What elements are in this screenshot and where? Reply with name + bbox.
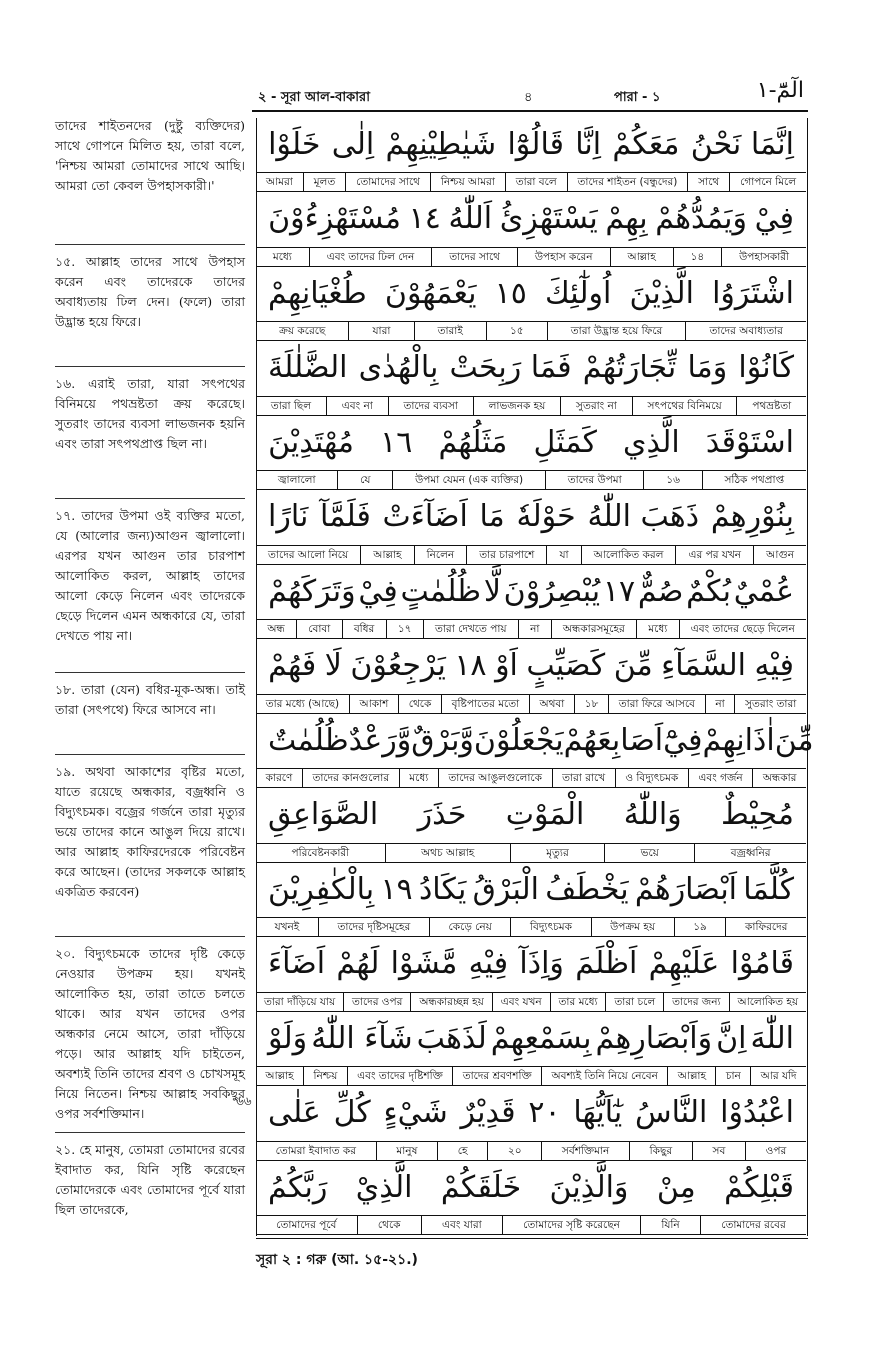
bengali-gloss-line bbox=[256, 843, 806, 863]
gloss-cell: তারা ছিল bbox=[270, 399, 312, 412]
arabic-line bbox=[256, 1161, 806, 1213]
gloss-cell: উপমা যেমন (এক ব্যক্তির) bbox=[392, 471, 545, 489]
gloss-cell: অথবা bbox=[529, 695, 574, 713]
commentary-paragraph: ১৬. এরাই তারা, যারা সৎপথের বিনিময়ে পথভ্রষ্টতা ক্রয় করেছে। সুতরাং তাদের ব্যবসা লাভজনক হয়নি এবং তারা সৎপথপ্রাপ্ত ছিল না। bbox=[55, 376, 245, 451]
commentary-paragraph: ১৭. তাদের উপমা ওই ব্যক্তির মতো, যে (আলোর জন্য)আগুন জ্বালালো। এরপর যখন আগুন তার চারপাশ আলোকিত করল, আল্লাহ তাদের আলো কেড়ে নিলেন এবং তাদেরকে ছেড়ে দিলেন এমন অন্ধকারে যে, তারা দেখতে পায় না। bbox=[55, 508, 245, 643]
bengali-gloss-line bbox=[256, 396, 806, 416]
gloss-cell: থেকে bbox=[398, 695, 441, 713]
arabic-line bbox=[256, 714, 814, 766]
divider bbox=[55, 366, 245, 367]
arabic-word: مُهْتَدِيْنَ bbox=[268, 424, 354, 460]
gloss-cell: তাদের ওপর bbox=[343, 993, 410, 1011]
margin-mark: ৬৬ bbox=[236, 1094, 252, 1108]
gloss-cell: তোমরা ইবাদাত কর bbox=[275, 1144, 357, 1157]
arabic-word: مَّشَوْا bbox=[390, 946, 458, 981]
gloss-cell: যিনি bbox=[640, 1216, 700, 1234]
bengali-gloss-line bbox=[256, 1215, 806, 1235]
arabic-word: نَارًا bbox=[268, 499, 309, 534]
arabic-word: حَوْلَهٗ bbox=[516, 499, 576, 534]
arabic-word: لَهُمْ bbox=[336, 946, 380, 981]
gloss-cell: বোবা bbox=[296, 620, 342, 638]
commentary-paragraph: ১৯. অথবা আকাশের বৃষ্টির মতো, যাতে রয়েছে অন্ধকার, বজ্রধ্বনি ও বিদ্যুৎচমক। বজ্রের গর্জনে তারা মৃত্যুর ভয়ে তাদের কানে আঙুল দিয়ে রাখে। আর আল্লাহ কাফিরদেরকে পরিবেষ্টন করে আছেন। (তাদের সকলকে আল্লাহ একত্রিত করবেন) bbox=[55, 764, 245, 899]
bengali-gloss-line bbox=[256, 1141, 806, 1161]
gloss-cell: উপক্রম হয় bbox=[591, 918, 674, 936]
arabic-word: مَا bbox=[479, 499, 505, 534]
gloss-cell: ১৫ bbox=[486, 322, 547, 340]
gloss-cell: তারা দেখতে পায় bbox=[423, 620, 518, 638]
gloss-cell: ১৭ bbox=[386, 620, 423, 638]
gloss-cell: ও বিদ্যুৎচমক bbox=[615, 769, 688, 787]
arabic-word: مِنْ bbox=[656, 1169, 696, 1205]
commentary-paragraph: ২০. বিদ্যুৎচমকে তাদের দৃষ্টি কেড়ে নেওয়ার উপক্রম হয়। যখনই আলোকিত হয়, তারা তাতে চলতে থাকে। আর যখন তাদের ওপর অন্ধকার নেমে আসে, তারা দাঁড়িয়ে পড়ে। আর আল্লাহ যদি চাইতেন, অবশ্যই তিনি তাদের শ্রবণ ও চোখসমূহ নিয়ে নিতেন। নিশ্চয় আল্লাহ সবকিছুর ওপর সর্বশক্তিমান। bbox=[55, 946, 245, 1121]
arabic-word: بُكْمٌ bbox=[686, 573, 731, 609]
arabic-line bbox=[256, 491, 806, 543]
arabic-word: تِّجَارَتُهُمْ bbox=[582, 350, 677, 385]
arabic-word: فِيْ bbox=[754, 201, 794, 236]
gloss-cell: সঠিক পথপ্রাপ্ত bbox=[702, 471, 806, 489]
gloss-cell: তাদের আলো নিয়ে bbox=[268, 548, 349, 561]
arabic-word: وَّرَعْدٌ bbox=[348, 722, 412, 758]
gloss-cell: কিছুর bbox=[629, 1142, 692, 1160]
arabic-word: وَمَا bbox=[687, 350, 728, 385]
arabic-word: خَلَقَكُمْ bbox=[440, 1169, 522, 1205]
gloss-cell: যারা bbox=[348, 322, 413, 340]
bengali-gloss-line bbox=[256, 694, 806, 714]
gloss-cell: যা bbox=[546, 546, 580, 564]
arabic-word: الْبَرْقُ bbox=[472, 871, 539, 907]
arabic-line bbox=[256, 1012, 806, 1064]
arabic-word: عَلٰى bbox=[268, 1095, 321, 1130]
gloss-cell: আল্লাহ bbox=[360, 546, 413, 564]
gloss-cell: তোমাদের পূর্বে bbox=[276, 1219, 337, 1231]
arabic-word: قَالُوْٓا bbox=[507, 126, 564, 162]
gloss-cell: মৃত্যুর bbox=[510, 844, 604, 862]
arabic-line bbox=[256, 789, 806, 841]
para-label: পারা - ১ bbox=[614, 90, 661, 105]
gloss-cell: এবং যারা bbox=[421, 1216, 502, 1234]
gloss-cell: এবং তাদের ছেড়ে দিলেন bbox=[679, 620, 806, 638]
bengali-gloss-line bbox=[256, 545, 806, 565]
arabic-word: اٰذَانِهِمْ bbox=[702, 722, 775, 758]
arabic-line bbox=[256, 938, 806, 990]
gloss-cell: তারা বলে bbox=[505, 173, 567, 191]
gloss-cell: আলোকিত হয় bbox=[729, 993, 806, 1011]
arabic-word: عُمْيٌ bbox=[733, 573, 794, 609]
bengali-gloss-line bbox=[256, 619, 806, 639]
gloss-cell: আমরা bbox=[265, 176, 293, 188]
gloss-cell: মধ্যে bbox=[636, 620, 679, 638]
arabic-word: ٢٠ bbox=[528, 1095, 561, 1130]
gloss-cell: তাদের শাইতন (বন্ধুদের) bbox=[567, 173, 688, 191]
gloss-cell: ১৬ bbox=[643, 471, 701, 489]
arabic-word: فِيْهِ bbox=[754, 648, 794, 683]
commentary-paragraph: ১৮. তারা (যেন) বধির-মূক-অন্ধ। তাই তারা (সৎপথে) ফিরে আসবে না। bbox=[55, 682, 245, 717]
arabic-word: كُلَّمَا bbox=[743, 871, 794, 907]
arabic-word: يَجْعَلُوْنَ bbox=[473, 722, 564, 758]
arabic-word: اشْتَرَوُا bbox=[712, 275, 794, 311]
gloss-cell: সব bbox=[692, 1142, 745, 1160]
arabic-word: بِسَمْعِهِمْ bbox=[490, 1020, 592, 1056]
gloss-cell: তারা দাঁড়িয়ে যায় bbox=[263, 995, 336, 1008]
arabic-word: ١٦ bbox=[380, 424, 413, 460]
arabic-word: قَدِيْرٌ bbox=[460, 1095, 516, 1130]
arabic-word: الَّذِيْنَ bbox=[629, 275, 694, 311]
arabic-word: شَيٰطِيْنِهِمْ bbox=[385, 126, 497, 162]
gloss-cell: তাদের আঙুলগুলোকে bbox=[438, 769, 552, 787]
page-header bbox=[252, 78, 804, 108]
bengali-gloss-line bbox=[256, 917, 806, 937]
gloss-cell: অন্ধকারসমূহের bbox=[551, 620, 636, 638]
arabic-word: فَمَا رَبِحَتْ bbox=[449, 350, 572, 385]
bengali-gloss-line bbox=[256, 1066, 806, 1086]
arabic-word: السَّمَآءِ bbox=[661, 648, 746, 683]
arabic-line bbox=[256, 1087, 806, 1139]
arabic-word: الْمَوْتِ bbox=[505, 797, 585, 832]
gloss-cell: থেকে bbox=[357, 1216, 421, 1234]
gloss-cell: এবং তাদের ঢিল দেন bbox=[309, 248, 431, 266]
gloss-cell: ১৪ bbox=[673, 248, 722, 266]
gloss-cell: অবশ্যই তিনি নিয়ে নেবেন bbox=[541, 1067, 667, 1085]
bengali-gloss-line bbox=[256, 321, 806, 341]
divider bbox=[55, 672, 245, 673]
arabic-word: وَّبَرْقٌ bbox=[411, 722, 474, 758]
gloss-cell: অন্ধ bbox=[267, 623, 285, 635]
arabic-word: كَمَثَلِ bbox=[533, 424, 597, 460]
arabic-word: فَهُمْ bbox=[268, 648, 317, 683]
arabic-word: وَاللّٰهُ bbox=[623, 797, 682, 832]
gloss-cell: তাদের সাথে bbox=[431, 248, 517, 266]
gloss-cell: তাদের ব্যবসা bbox=[388, 397, 473, 415]
gloss-cell: তোমাদের রবের bbox=[700, 1216, 806, 1234]
arabic-word: مِّنَ bbox=[774, 722, 814, 758]
arabic-word: اسْتَوْقَدَ bbox=[705, 424, 794, 460]
gloss-cell: তারা উদ্ভ্রান্ত হয়ে ফিরে bbox=[547, 322, 686, 340]
gloss-cell: আলোকিত করল bbox=[581, 546, 676, 564]
arabic-word: وَاَبْصَارِهِمْ bbox=[595, 1020, 713, 1056]
gloss-cell: তার চারপাশে bbox=[466, 546, 546, 564]
divider bbox=[55, 754, 245, 755]
arabic-word: عَلَيْهِمْ bbox=[648, 946, 720, 981]
arabic-word: يُبْصِرُوْنَ bbox=[503, 573, 601, 609]
arabic-word: يَسْتَهْزِئُ bbox=[499, 201, 598, 236]
gloss-cell: তাদের জন্য bbox=[663, 993, 728, 1011]
arabic-word: اَظْلَمَ bbox=[575, 946, 638, 981]
gloss-cell: আগুন bbox=[753, 546, 806, 564]
arabic-word: وَاِذَآ bbox=[519, 946, 564, 981]
arabic-word: اَصَابِعَهُمْ bbox=[563, 722, 664, 758]
gloss-cell: তোমাদের সৃষ্টি করেছেন bbox=[502, 1216, 640, 1234]
gloss-cell: ভয়ে bbox=[604, 844, 694, 862]
gloss-cell: যে bbox=[337, 471, 392, 489]
gloss-cell: বধির bbox=[342, 620, 386, 638]
gloss-cell: বিদ্যুৎচমক bbox=[510, 918, 590, 936]
arabic-word: يَخْطَفُ bbox=[545, 871, 629, 907]
arabic-word: الصَّوَاعِقِ bbox=[268, 797, 379, 832]
arabic-word: صُمٌّ bbox=[637, 573, 684, 609]
gloss-cell: তাদের অবাধ্যতার bbox=[685, 322, 806, 340]
arabic-word: ١٩ bbox=[380, 871, 413, 907]
divider bbox=[55, 936, 245, 937]
arabic-word: بِهِمْ bbox=[605, 201, 648, 236]
gloss-cell: এবং গর্জন bbox=[688, 769, 752, 787]
arabic-word: بِنُوْرِهِمْ bbox=[710, 499, 794, 534]
arabic-word: وَلَوْ bbox=[268, 1020, 308, 1056]
gloss-cell: মানুষ bbox=[376, 1142, 437, 1160]
gloss-cell: ২০ bbox=[487, 1142, 541, 1160]
arabic-word: فِيْ bbox=[358, 573, 398, 609]
bengali-gloss-line bbox=[256, 247, 806, 267]
arabic-word: ١٤ bbox=[408, 201, 441, 236]
gloss-cell: সুতরাং না bbox=[560, 397, 631, 415]
arabic-line bbox=[256, 267, 806, 319]
arabic-word: اِلٰى bbox=[331, 126, 375, 162]
gloss-cell: ১৯ bbox=[674, 918, 726, 936]
gloss-cell: তাদের দৃষ্টিসমূহের bbox=[318, 918, 429, 936]
bengali-gloss-line bbox=[256, 768, 806, 788]
gloss-cell: অন্ধকারচ্ছন্ন হয় bbox=[410, 993, 491, 1011]
gloss-cell: আল্লাহ bbox=[610, 248, 673, 266]
arabic-word: الَّذِيْ bbox=[355, 1169, 413, 1205]
page-number: ৪ bbox=[524, 90, 533, 105]
gloss-cell: নিলেন bbox=[414, 546, 467, 564]
gloss-cell: বৃষ্টিপাতের মতো bbox=[441, 695, 529, 713]
gloss-cell: তারা রাখে bbox=[552, 769, 615, 787]
arabic-word: يَعْمَهُوْنَ bbox=[384, 275, 477, 311]
arabic-line bbox=[256, 863, 806, 915]
arabic-line bbox=[256, 193, 806, 245]
divider bbox=[55, 244, 245, 245]
arabic-word: لَّا bbox=[483, 573, 501, 609]
commentary-paragraph: ১৫. আল্লাহ তাদের সাথে উপহাস করেন এবং তাদেরকে তাদের অবাধ্যতায় ঢিল দেন। (ফলে) তারা উদ্ভ্রান্ত হয়ে ফিরে। bbox=[55, 254, 245, 329]
arabic-word: كَصَيِّبٍ bbox=[526, 648, 606, 683]
arabic-word: رَبَّكُمُ bbox=[268, 1169, 328, 1205]
gloss-cell: নিশ্চয় আমরা bbox=[430, 173, 505, 191]
arabic-word: حَذَرَ bbox=[417, 797, 467, 832]
gloss-cell: তাদের শ্রবণশক্তি bbox=[452, 1067, 541, 1085]
arabic-line bbox=[256, 640, 806, 692]
arabic-word: اِنَّ bbox=[716, 1020, 747, 1056]
bengali-gloss-line bbox=[256, 172, 806, 192]
arabic-word: شَيْءٍ bbox=[383, 1095, 448, 1130]
gloss-cell: অন্ধকার bbox=[752, 769, 806, 787]
gloss-cell: হে bbox=[437, 1142, 487, 1160]
arabic-word: اِنَّمَا نَحْنُ bbox=[690, 126, 794, 162]
arabic-word: يَكَادُ bbox=[418, 871, 467, 907]
arabic-word: اَبْصَارَهُمْ bbox=[634, 871, 738, 907]
gloss-cell: সুতরাং তারা bbox=[734, 695, 806, 713]
gloss-cell: কারণে bbox=[265, 772, 293, 784]
arabic-word: مَعَكُمْ bbox=[612, 126, 680, 162]
arabic-line bbox=[256, 416, 806, 468]
divider bbox=[55, 498, 245, 499]
gloss-cell: তার মধ্যে bbox=[550, 993, 606, 1011]
gloss-cell: সৎপথের বিনিময়ে bbox=[632, 397, 737, 415]
arabic-word: اُولٰٓئِكَ bbox=[545, 275, 612, 311]
arabic-word: اَللّٰهُ bbox=[448, 201, 493, 236]
arabic-word: قَبْلِكُمْ bbox=[724, 1169, 794, 1205]
gloss-cell: উপহাসকারী bbox=[721, 248, 806, 266]
arabic-word: النَّاسُ bbox=[635, 1095, 708, 1130]
gloss-cell: ওপর bbox=[745, 1142, 806, 1160]
arabic-word: قَامُوْا bbox=[730, 946, 794, 981]
arabic-word: مِّنَ bbox=[613, 648, 653, 683]
gloss-cell: বজ্রধ্বনির bbox=[694, 844, 806, 862]
gloss-cell: মূলত bbox=[303, 173, 345, 191]
arabic-word: كُلِّ bbox=[333, 1095, 371, 1130]
arabic-word: اَوْ bbox=[495, 648, 518, 683]
arabic-line bbox=[256, 118, 806, 170]
arabic-word: خَلَوْا bbox=[268, 126, 321, 162]
arabic-word: ١٧ bbox=[602, 573, 636, 609]
arabic-word: مُحِيْطٌ bbox=[721, 797, 794, 832]
arabic-word: يٰٓاَيُّهَا bbox=[573, 1095, 623, 1130]
gloss-cell: তারা চলে bbox=[605, 993, 663, 1011]
arabic-word: اَضَآءَ bbox=[268, 946, 326, 981]
gloss-cell: তোমাদের সাথে bbox=[345, 173, 430, 191]
arabic-word: لَا bbox=[324, 648, 342, 683]
arabic-word: وَتَرَكَهُمْ bbox=[268, 573, 356, 609]
commentary-paragraph: ২১. হে মানুষ, তোমরা তোমাদের রবের ইবাদাত কর, যিনি সৃষ্টি করেছেন তোমাদেরকে এবং তোমাদের পূর্বে যারা ছিল তাদেরকে, bbox=[55, 1142, 245, 1217]
surah-title: ২ - সূরা আল-বাকারা bbox=[258, 90, 370, 105]
gloss-cell: মধ্যে bbox=[272, 250, 292, 263]
arabic-word: وَالَّذِيْنَ bbox=[549, 1169, 629, 1205]
arabic-word: يَرْجِعُوْنَ bbox=[350, 648, 446, 683]
gloss-cell: তারাই bbox=[414, 322, 486, 340]
gloss-cell: গোপনে মিলে bbox=[729, 173, 806, 191]
arabic-word: شَآءَ اللّٰهُ bbox=[311, 1020, 413, 1056]
arabic-word: اَضَآءَتْ bbox=[382, 499, 468, 534]
juz-name: الٓمّٓ-١ bbox=[756, 78, 804, 103]
arabic-word: مُسْتَهْزِءُوْنَ bbox=[268, 201, 401, 236]
gloss-cell: উপহাস করেন bbox=[517, 248, 610, 266]
arabic-word: اعْبُدُوْا bbox=[720, 1095, 794, 1130]
gloss-cell: জ্বালালো bbox=[277, 474, 316, 486]
gloss-cell: এর পর যখন bbox=[675, 546, 753, 564]
gloss-cell: না bbox=[705, 695, 735, 713]
arabic-word: فِيْهِ bbox=[468, 946, 509, 981]
gloss-cell: সর্বশক্তিমান bbox=[541, 1142, 629, 1160]
gloss-cell: ১৮ bbox=[574, 695, 608, 713]
gloss-cell: যখনই bbox=[274, 921, 300, 933]
gloss-cell: আকাশ bbox=[349, 695, 398, 713]
gloss-cell: পরিবেষ্টনকারী bbox=[291, 846, 350, 859]
gloss-cell: নিশ্চয় bbox=[303, 1067, 347, 1085]
arabic-word: ذَهَبَ اللّٰهُ bbox=[587, 499, 700, 534]
gloss-cell: তাদের উপমা bbox=[545, 471, 644, 489]
gloss-cell: আর যদি bbox=[750, 1067, 806, 1085]
gloss-cell: এবং তাদের দৃষ্টিশক্তি bbox=[347, 1067, 453, 1085]
arabic-word: اِنَّا bbox=[575, 126, 602, 162]
gloss-cell: কাফিরদের bbox=[725, 918, 806, 936]
arabic-word: ظُلُمٰتٍ bbox=[400, 573, 482, 609]
arabic-word: بِالْكٰفِرِيْنَ bbox=[268, 871, 375, 907]
arabic-word: ١٨ bbox=[454, 648, 487, 683]
gloss-cell: চান bbox=[715, 1067, 750, 1085]
gloss-cell: এবং যখন bbox=[492, 993, 550, 1011]
gloss-cell: মধ্যে bbox=[399, 769, 438, 787]
arabic-word: فَلَمَّآ bbox=[320, 499, 371, 534]
header-rule bbox=[252, 110, 808, 112]
gloss-cell: পথভ্রষ্টতা bbox=[736, 397, 806, 415]
page-footer: সূরা ২ : গরু (আ. ১৫-২১.) bbox=[256, 1252, 418, 1268]
arabic-line bbox=[256, 565, 806, 617]
gloss-cell: ক্রয় করেছে bbox=[279, 325, 326, 337]
arabic-line bbox=[256, 342, 806, 394]
arabic-word: لَذَهَبَ bbox=[416, 1020, 487, 1056]
arabic-word: الضَّلٰلَةَ bbox=[268, 350, 348, 385]
arabic-word: بِالْهُدٰى bbox=[358, 350, 439, 385]
gloss-cell: সাথে bbox=[687, 173, 729, 191]
arabic-word: فِيْٓ bbox=[663, 722, 703, 758]
gloss-cell: তার মধ্যে (আছে) bbox=[265, 697, 340, 710]
arabic-word: كَانُوْا bbox=[738, 350, 794, 385]
gloss-cell: লাভজনক হয় bbox=[473, 397, 560, 415]
divider bbox=[55, 1132, 245, 1133]
arabic-word: طُغْيَانِهِمْ bbox=[268, 275, 367, 311]
arabic-word: ١٥ bbox=[494, 275, 527, 311]
gloss-cell: অথচ আল্লাহ bbox=[385, 844, 510, 862]
commentary-paragraph: তাদের শাইতনদের (দুষ্টু ব্যক্তিদের) সাথে গোপনে মিলিত হয়, তারা বলে, 'নিশ্চয় আমরা তোমাদের সাথে আছি। আমরা তো কেবল উপহাসকারী।' bbox=[55, 118, 245, 193]
arabic-word: الَّذِي bbox=[623, 424, 680, 460]
gloss-cell: আল্লাহ bbox=[667, 1067, 715, 1085]
arabic-word: اللّٰهَ bbox=[750, 1020, 794, 1056]
footer-rule bbox=[256, 1238, 808, 1239]
gloss-cell: তাদের কানগুলোর bbox=[302, 769, 399, 787]
gloss-cell: তারা ফিরে আসবে bbox=[608, 695, 705, 713]
arabic-word: مَثَلُهُمْ bbox=[438, 424, 508, 460]
gloss-cell: কেড়ে নেয় bbox=[429, 918, 511, 936]
bengali-gloss-line bbox=[256, 992, 806, 1012]
bengali-gloss-line bbox=[256, 470, 806, 490]
gloss-cell: না bbox=[518, 620, 551, 638]
gloss-cell: আল্লাহ bbox=[265, 1070, 294, 1082]
arabic-word: ظُلُمٰتٌ bbox=[268, 722, 349, 758]
gloss-cell: এবং না bbox=[326, 397, 388, 415]
arabic-word: وَيَمُدُّهُمْ bbox=[655, 201, 747, 236]
